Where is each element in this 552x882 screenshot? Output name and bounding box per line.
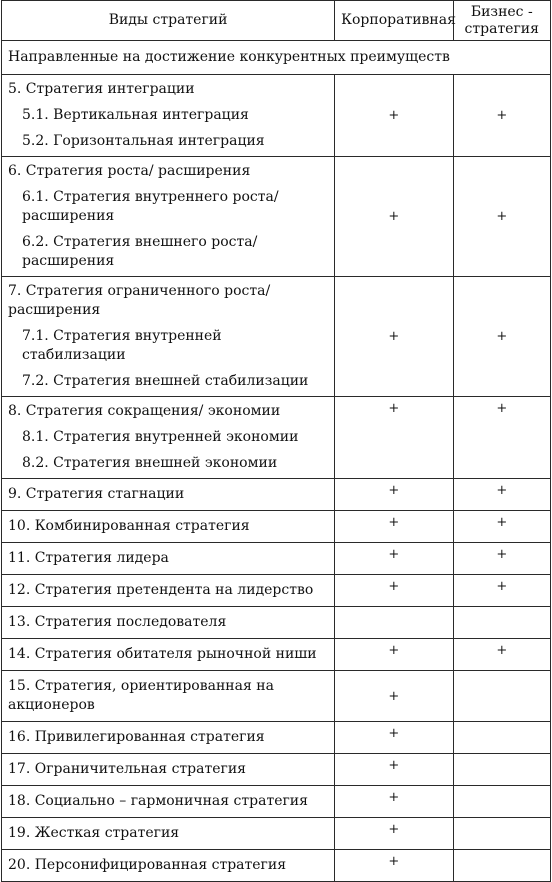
group-row [2, 277, 551, 397]
group-sub-item: 6.2. Стратегия внешнего роста/ расширения [22, 234, 258, 269]
table-row [2, 639, 551, 671]
business-mark: + [453, 543, 550, 575]
strategy-label: 9. Стратегия стагнации [2, 479, 335, 511]
business-mark [453, 722, 550, 754]
group-sub-item: 5.1. Вертикальная интеграция [22, 107, 249, 123]
strategy-label: 11. Стратегия лидера [2, 543, 335, 575]
table-row [2, 543, 551, 575]
header-corporate: Корпоративная [335, 1, 453, 41]
business-mark: + [453, 479, 550, 511]
corporate-mark: + [335, 575, 453, 607]
table-row [2, 754, 551, 786]
strategy-label: 12. Стратегия претендента на лидерство [2, 575, 335, 607]
header-business: Бизнес - стратегия [453, 1, 550, 41]
group-row [2, 397, 551, 479]
corporate-mark: + [335, 397, 453, 479]
group-sub-item: 7.1. Стратегия внутренней стабилизации [22, 328, 222, 363]
strategy-label: 19. Жесткая стратегия [2, 818, 335, 850]
group-row [2, 75, 551, 157]
table-row [2, 786, 551, 818]
corporate-mark: + [335, 479, 453, 511]
business-mark: + [453, 157, 550, 277]
table-row [2, 671, 551, 722]
table-row [2, 607, 551, 639]
group-cell [2, 157, 335, 277]
strategy-label: 10. Комбинированная стратегия [2, 511, 335, 543]
corporate-mark: + [335, 754, 453, 786]
group-title: 7. Стратегия ограниченного роста/ расширения [8, 283, 271, 318]
table-row [2, 511, 551, 543]
group-sub-item: 6.1. Стратегия внутреннего роста/ расширения [22, 189, 279, 224]
table-row [2, 479, 551, 511]
business-mark: + [453, 75, 550, 157]
table-row [2, 575, 551, 607]
corporate-mark: + [335, 671, 453, 722]
corporate-mark: + [335, 786, 453, 818]
business-mark: + [453, 277, 550, 397]
group-title: 6. Стратегия роста/ расширения [8, 163, 251, 179]
business-mark [453, 671, 550, 722]
table-row [2, 850, 551, 882]
business-mark [453, 786, 550, 818]
corporate-mark: + [335, 722, 453, 754]
corporate-mark: + [335, 639, 453, 671]
group-title: 8. Стратегия сокращения/ экономии [8, 403, 281, 419]
business-mark [453, 850, 550, 882]
section-row [2, 41, 551, 75]
business-mark: + [453, 511, 550, 543]
group-sub-item: 8.2. Стратегия внешней экономии [22, 455, 278, 471]
group-cell [2, 277, 335, 397]
table-row [2, 722, 551, 754]
corporate-mark: + [335, 75, 453, 157]
business-mark: + [453, 639, 550, 671]
group-cell [2, 75, 335, 157]
strategy-label: 13. Стратегия последователя [2, 607, 335, 639]
corporate-mark: + [335, 511, 453, 543]
strategy-label: 18. Социально – гармоничная стратегия [2, 786, 335, 818]
business-mark [453, 607, 550, 639]
business-mark [453, 818, 550, 850]
header-strategy-types: Виды стратегий [2, 1, 335, 41]
corporate-mark: + [335, 818, 453, 850]
strategy-label: 16. Привилегированная стратегия [2, 722, 335, 754]
strategy-label: 17. Ограничительная стратегия [2, 754, 335, 786]
strategy-label: 15. Стратегия, ориентированная на акционеров [2, 671, 335, 722]
corporate-mark [335, 607, 453, 639]
header-row [2, 1, 551, 41]
group-sub-item: 5.2. Горизонтальная интеграция [22, 133, 265, 149]
business-mark: + [453, 397, 550, 479]
corporate-mark: + [335, 543, 453, 575]
corporate-mark: + [335, 850, 453, 882]
business-mark: + [453, 575, 550, 607]
corporate-mark: + [335, 157, 453, 277]
group-title: 5. Стратегия интеграции [8, 81, 195, 97]
business-mark [453, 754, 550, 786]
strategy-label: 20. Персонифицированная стратегия [2, 850, 335, 882]
corporate-mark: + [335, 277, 453, 397]
strategy-table [1, 0, 551, 882]
section-title: Направленные на достижение конкурентных преимуществ [2, 41, 551, 75]
strategy-label: 14. Стратегия обитателя рыночной ниши [2, 639, 335, 671]
group-sub-item: 8.1. Стратегия внутренней экономии [22, 429, 299, 445]
group-row [2, 157, 551, 277]
group-sub-item: 7.2. Стратегия внешней стабилизации [22, 373, 309, 389]
group-cell [2, 397, 335, 479]
table-row [2, 818, 551, 850]
